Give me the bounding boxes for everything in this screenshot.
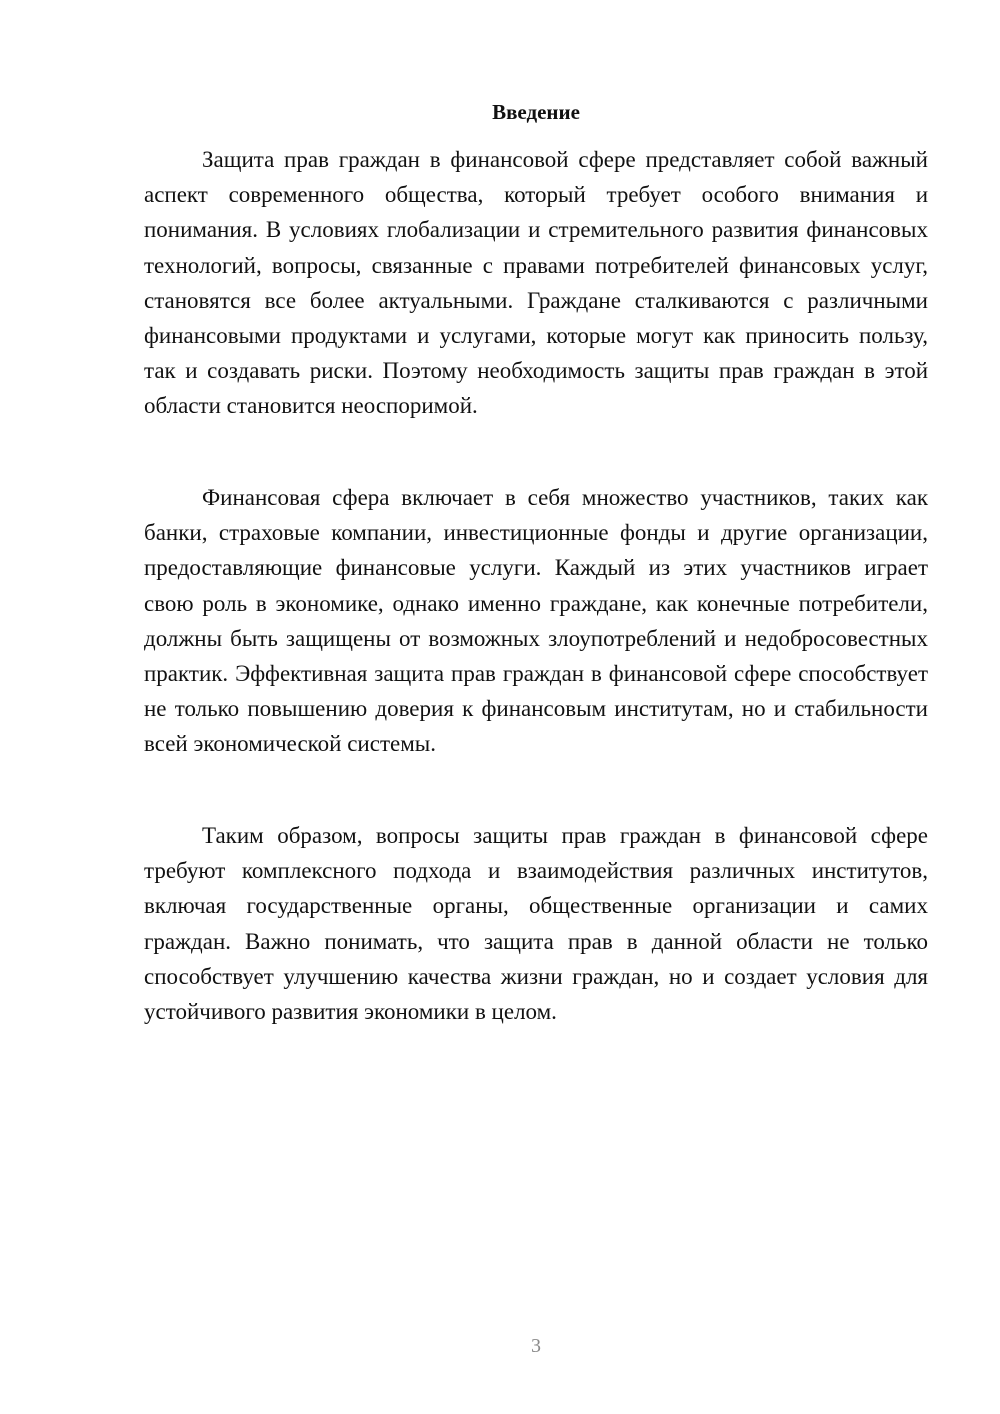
section-title: Введение (492, 100, 580, 124)
paragraph-2: Финансовая сфера включает в себя множество участников, таких как банки, страховые компании, инвестиционные фонды и другие организации, предоставляющие финансовые услуги. Каждый из этих участников играет свою роль в экономике, однако именно граждане, как конечные потребители, должны быть защищены от возможных злоупотреблений и недобросовестных практик. Эффективная защита прав граждан в финансовой сфере способствует не только повышению доверия к финансовым институтам, но и стабильности всей экономической системы. (144, 485, 928, 757)
paragraph-3: Таким образом, вопросы защиты прав граждан в финансовой сфере требуют комплексного подхода и взаимодействия различных институтов, включая государственные органы, общественные организации и самих граждан. Важно понимать, что защита прав в данной области не только способствует улучшению качества жизни граждан, но и создает условия для устойчивого развития экономики в целом. (144, 823, 928, 1025)
paragraph-1: Защита прав граждан в финансовой сфере представляет собой важный аспект современного общества, который требует особого внимания и понимания. В условиях глобализации и стремительного развития финансовых технологий, вопросы, связанные с правами потребителей финансовых услуг, становятся все более актуальными. Граждане сталкиваются с различными финансовыми продуктами и услугами, которые могут как приносить пользу, так и создавать риски. Поэтому необходимость защиты прав граждан в этой области становится неоспоримой. (144, 147, 928, 419)
page-number: 3 (531, 1335, 541, 1357)
